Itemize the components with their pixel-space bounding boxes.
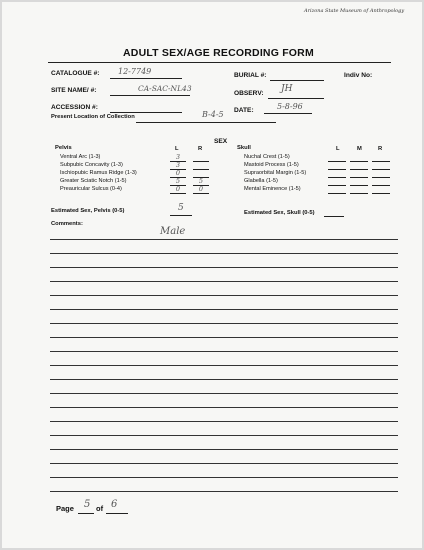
page-label: Page [56, 504, 74, 513]
catalogue-label: CATALOGUE #: [51, 70, 100, 77]
score-line [328, 185, 346, 186]
indiv-no-label: Indiv No: [344, 72, 373, 79]
skull-trait-mastoid-process: Mastoid Process (1-5) [244, 162, 299, 168]
est-sex-skull-label: Estimated Sex, Skull (0-5) [244, 210, 315, 216]
score-line [350, 161, 368, 162]
comment-line [50, 239, 398, 240]
est-sex-pelvis-label: Estimated Sex, Pelvis (0-5) [51, 208, 125, 214]
comment-line [50, 379, 398, 380]
est-sex-pelvis-line [170, 215, 192, 216]
pelvis-col-r: R [198, 146, 203, 152]
comment-line [50, 407, 398, 408]
observ-line [268, 98, 324, 99]
page-number[interactable]: 5 [84, 499, 91, 510]
title-rule [48, 62, 391, 63]
comment-line [50, 323, 398, 324]
skull-col-m: M [357, 146, 362, 152]
site-name-label: SITE NAME/ #: [51, 87, 97, 94]
comments-value[interactable]: Male [160, 226, 186, 237]
present-location-line [136, 122, 276, 123]
form-page [2, 2, 422, 548]
skull-col-l: L [336, 146, 340, 152]
comment-line [50, 491, 398, 492]
comment-line [50, 309, 398, 310]
date-label: DATE: [234, 107, 254, 114]
score-line [193, 193, 209, 194]
est-sex-skull-line [324, 216, 344, 217]
comment-line [50, 253, 398, 254]
present-location-label: Present Location of Collection [51, 114, 135, 120]
score-line [350, 185, 368, 186]
score-line [350, 193, 368, 194]
pelvis-trait-preauricular-sulcus: Preauricular Sulcus (0-4) [60, 186, 122, 192]
pelvis-trait-subpubic-concavity: Subpubic Concavity (1-3) [60, 162, 123, 168]
page-number-line [78, 513, 94, 514]
skull-trait-glabella: Glabella (1-5) [244, 178, 278, 184]
pelvis-trait-ischiopubic-ramus-ridge: Ischiopubic Ramus Ridge (1-3) [60, 170, 137, 176]
page-total[interactable]: 6 [111, 499, 118, 510]
comment-line [50, 393, 398, 394]
comment-line [50, 365, 398, 366]
pelvis-score-l[interactable]: 0 [175, 169, 181, 177]
skull-trait-supraorbital-margin: Supraorbital Margin (1-5) [244, 170, 307, 176]
observ-label: OBSERV: [234, 90, 264, 97]
page-total-line [106, 513, 128, 514]
comment-line [50, 267, 398, 268]
score-line [193, 169, 209, 170]
catalogue-value[interactable]: 12-7749 [118, 67, 152, 76]
observ-value[interactable]: JH [281, 84, 293, 94]
date-line [264, 113, 312, 114]
score-line [372, 193, 390, 194]
pelvis-score-l[interactable]: 0 [175, 185, 181, 193]
pelvis-score-l[interactable]: 3 [175, 153, 181, 161]
score-line [328, 161, 346, 162]
of-label: of [96, 504, 104, 513]
score-line [372, 161, 390, 162]
score-line [193, 161, 209, 162]
date-value[interactable]: 5-8-96 [277, 102, 303, 111]
present-location-value[interactable]: B-4-5 [202, 110, 224, 119]
comment-line [50, 351, 398, 352]
comment-line [50, 463, 398, 464]
skull-trait-nuchal-crest: Nuchal Crest (1-5) [244, 154, 290, 160]
score-line [170, 193, 186, 194]
museum-stamp: Arizona State Museum of Anthropology [304, 8, 405, 14]
score-line [328, 193, 346, 194]
pelvis-score-r[interactable]: 5 [198, 177, 204, 185]
comment-line [50, 281, 398, 282]
site-name-value[interactable]: CA-SAC-NL43 [138, 84, 192, 93]
pelvis-trait-greater-sciatic-notch: Greater Sciatic Notch (1-5) [60, 178, 127, 184]
score-line [350, 177, 368, 178]
comment-line [50, 449, 398, 450]
comments-label: Comments: [51, 221, 83, 227]
pelvis-heading: Pelvis [55, 145, 72, 151]
skull-trait-mental-eminence: Mental Eminence (1-5) [244, 186, 301, 192]
pelvis-score-l[interactable]: 5 [175, 177, 181, 185]
comment-line [50, 435, 398, 436]
skull-col-r: R [378, 146, 383, 152]
skull-heading: Skull [237, 145, 251, 151]
score-line [372, 169, 390, 170]
score-line [328, 169, 346, 170]
accession-label: ACCESSION #: [51, 104, 98, 111]
pelvis-col-l: L [175, 146, 179, 152]
catalogue-line [110, 78, 182, 79]
comment-line [50, 421, 398, 422]
score-line [328, 177, 346, 178]
site-name-line [110, 95, 190, 96]
comment-line [50, 337, 398, 338]
comment-line [50, 477, 398, 478]
accession-line [110, 112, 182, 113]
pelvis-trait-ventral-arc: Ventral Arc (1-3) [60, 154, 101, 160]
score-line [372, 185, 390, 186]
pelvis-score-l[interactable]: 3 [175, 161, 181, 169]
comment-line [50, 295, 398, 296]
burial-line [270, 80, 324, 81]
form-title: ADULT SEX/AGE RECORDING FORM [123, 47, 314, 59]
sex-heading: SEX [214, 138, 228, 145]
est-sex-pelvis-value[interactable]: 5 [178, 203, 184, 213]
pelvis-score-r[interactable]: 0 [198, 185, 204, 193]
score-line [350, 169, 368, 170]
burial-label: BURIAL #: [234, 72, 267, 79]
score-line [372, 177, 390, 178]
